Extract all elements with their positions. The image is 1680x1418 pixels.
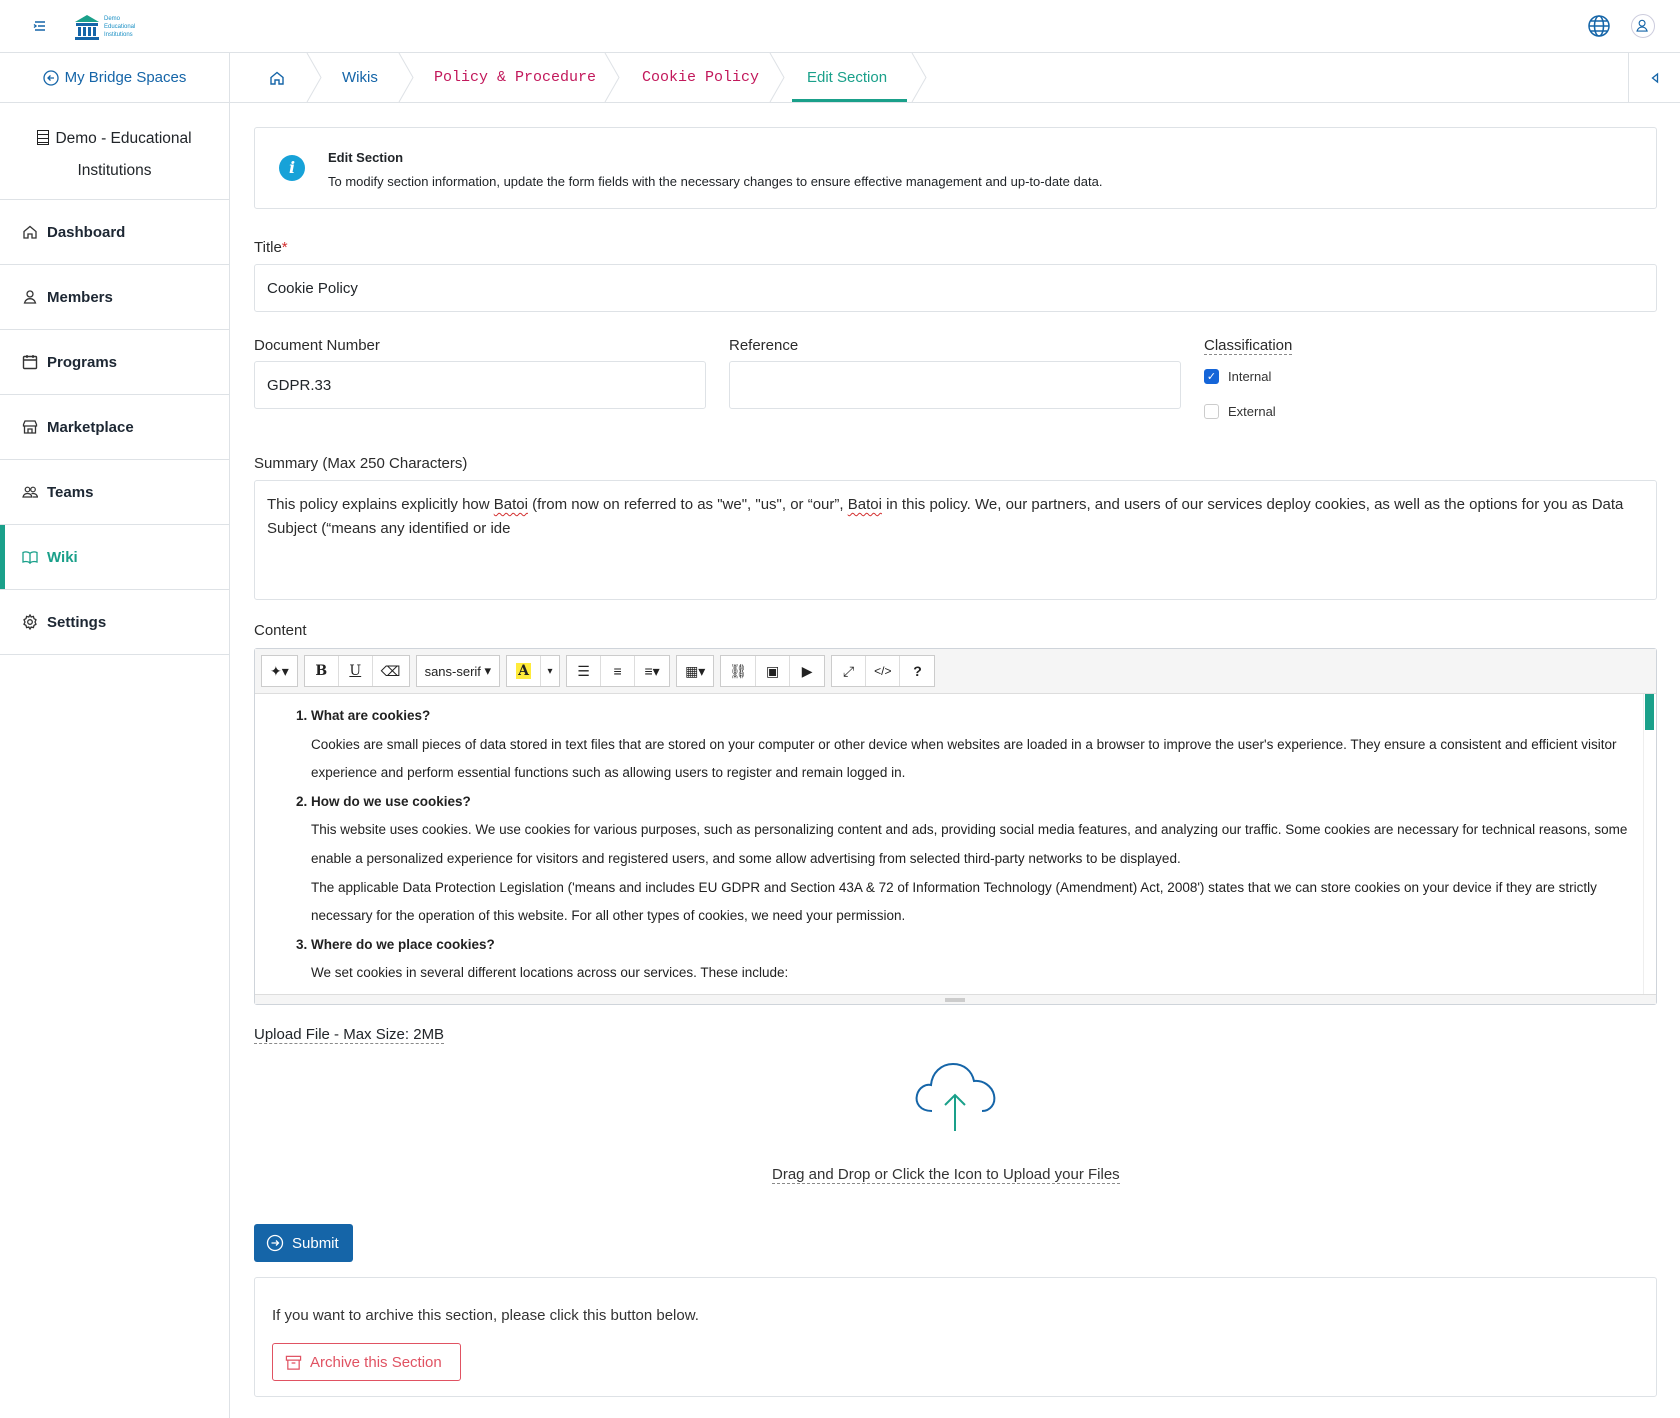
- title-label: Title*: [254, 239, 288, 256]
- breadcrumb-cookie-policy[interactable]: Cookie Policy: [642, 69, 760, 86]
- sidebar-item-label: Settings: [47, 613, 107, 631]
- external-label: External: [1228, 404, 1276, 419]
- top-bar: [0, 0, 1680, 53]
- archive-text: If you want to archive this section, please click this button below.: [272, 1307, 699, 1324]
- list-item: 2. How do we use cookies? This website uses cookies. We use cookies for various purposes, such as personalizing content and ads, providing social media features, and analyzing our traffic. Some cookies are necessary for technical reasons, some enable a personalized experience for visitors and registered users, and some allow advertising from selected third-party networks to be displayed. The applicable Data Protection Legislation ('means and includes EU GDPR and Section 43A & 72 of Information Technology (Amendment) Act, 2008') states that we can store cookies on your device if they are strictly necessary for the operation of this website. For all other types of cookies, we need your permission.: [311, 788, 1642, 931]
- sidebar-item-marketplace[interactable]: [0, 395, 229, 460]
- editor-content[interactable]: [255, 694, 1656, 994]
- cloud-upload-icon[interactable]: [912, 1061, 998, 1133]
- content-label: Content: [254, 622, 307, 639]
- unordered-list-icon[interactable]: ☰: [567, 656, 601, 686]
- link-icon[interactable]: ⛓: [721, 656, 756, 686]
- external-checkbox[interactable]: [1204, 404, 1276, 419]
- breadcrumb: [230, 53, 1680, 103]
- help-icon[interactable]: ?: [913, 663, 922, 679]
- sidebar-item-label: Marketplace: [47, 418, 134, 436]
- my-bridge-spaces-label: My Bridge Spaces: [64, 69, 187, 86]
- image-icon[interactable]: ▣: [756, 656, 790, 686]
- document-number-input[interactable]: GDPR.33: [254, 361, 706, 409]
- gear-icon: [22, 614, 38, 630]
- paragraph-align-icon[interactable]: ≡▾: [644, 662, 660, 679]
- breadcrumb-separator: [911, 53, 927, 102]
- breadcrumb-separator: [306, 53, 322, 102]
- org-name-line2: Institutions: [77, 162, 152, 179]
- org-name-line1: Demo - Educational: [55, 130, 192, 147]
- sidebar-item-teams[interactable]: [0, 460, 229, 525]
- sidebar-item-programs[interactable]: [0, 330, 229, 395]
- sidebar-item-dashboard[interactable]: [0, 200, 229, 265]
- required-asterisk: *: [281, 239, 288, 256]
- breadcrumb-wikis[interactable]: Wikis: [342, 69, 378, 86]
- home-icon: [268, 69, 286, 87]
- building-icon: [37, 130, 49, 145]
- bold-icon[interactable]: B: [305, 656, 339, 686]
- breadcrumb-home[interactable]: [268, 53, 286, 102]
- breadcrumb-separator: [398, 53, 414, 102]
- sidebar: [0, 53, 230, 1418]
- archive-label: Archive this Section: [310, 1353, 442, 1371]
- archive-icon: [285, 1354, 302, 1371]
- active-tab-indicator: [792, 99, 907, 102]
- logo-text: Demo Educational Institutions: [104, 16, 136, 38]
- home-icon: [22, 224, 38, 240]
- sidebar-item-wiki[interactable]: [0, 525, 229, 590]
- checkbox-unchecked-icon: [1204, 404, 1219, 419]
- org-name: [0, 103, 229, 200]
- underline-icon[interactable]: U: [339, 656, 373, 686]
- reference-input[interactable]: [729, 361, 1181, 409]
- submit-label: Submit: [292, 1234, 339, 1252]
- info-icon: i: [279, 155, 305, 181]
- arrow-left-circle-icon: [43, 70, 59, 86]
- logo[interactable]: [72, 10, 135, 44]
- rich-text-editor: [254, 648, 1657, 1005]
- classification-label: Classification: [1204, 337, 1293, 354]
- sidebar-item-label: Teams: [47, 483, 94, 501]
- alert-text: To modify section information, update the form fields with the necessary changes to ensure effective management and up-to-date data.: [328, 174, 1103, 189]
- checkbox-checked-icon: ✓: [1204, 369, 1219, 384]
- sidebar-item-label: Dashboard: [47, 223, 126, 241]
- breadcrumb-separator: [604, 53, 620, 102]
- code-view-icon[interactable]: </>: [866, 656, 900, 686]
- reference-label: Reference: [729, 337, 799, 354]
- list-item: 3. Where do we place cookies? We set cookies in several different locations across our services. These include:: [311, 931, 1642, 988]
- summary-textarea[interactable]: This policy explains explicitly how Batoi (from now on referred to as "we", "us", or “our”, Batoi in this policy. We, our partners, and users of our services deploy cookies, as well as the options for you as Data Subject (“means any identified or ide: [254, 480, 1657, 600]
- submit-button[interactable]: [254, 1224, 353, 1262]
- internal-label: Internal: [1228, 369, 1272, 384]
- upload-label: Upload File - Max Size: 2MB: [254, 1026, 445, 1043]
- text-color-dropdown-icon[interactable]: ▾: [547, 665, 553, 677]
- editor-resize-handle[interactable]: [255, 994, 1656, 1004]
- arrow-right-circle-icon: [266, 1234, 284, 1252]
- editor-toolbar: [255, 649, 1656, 694]
- collapse-panel-button[interactable]: [1628, 53, 1680, 102]
- magic-style-icon[interactable]: ✦▾: [270, 662, 289, 679]
- upload-instruction[interactable]: Drag and Drop or Click the Icon to Upload your Files: [772, 1166, 1120, 1183]
- video-icon[interactable]: ▶: [801, 662, 813, 679]
- font-family-select[interactable]: sans-serif ▾: [424, 663, 492, 679]
- sidebar-item-label: Programs: [47, 353, 118, 371]
- triangle-left-icon: [1649, 72, 1661, 84]
- breadcrumb-separator: [769, 53, 785, 102]
- sidebar-item-label: Members: [47, 288, 113, 306]
- info-alert: [254, 127, 1657, 209]
- archive-panel: [254, 1277, 1657, 1397]
- table-icon[interactable]: ▦▾: [685, 662, 706, 679]
- team-icon: [22, 484, 38, 500]
- list-item: 1. What are cookies? Cookies are small pieces of data stored in text files that are stored on your computer or other device when websites are loaded in a browser to improve the user's experience. They ensure a consistent and efficient visitor experience and perform essential functions such as allowing users to register and remain logged in.: [311, 702, 1642, 788]
- sidebar-item-label: Wiki: [47, 548, 78, 566]
- calendar-icon: [22, 354, 38, 370]
- eraser-icon[interactable]: ⌫: [380, 662, 401, 679]
- store-icon: [22, 419, 38, 435]
- user-icon: [22, 289, 38, 305]
- alert-title: Edit Section: [328, 150, 404, 165]
- text-color-icon[interactable]: A: [507, 656, 541, 686]
- title-input[interactable]: Cookie Policy: [254, 264, 1657, 312]
- fullscreen-icon[interactable]: ⤢: [832, 656, 866, 686]
- breadcrumb-policy-procedure[interactable]: Policy & Procedure: [434, 69, 597, 86]
- book-icon: [22, 549, 38, 565]
- internal-checkbox[interactable]: [1204, 369, 1271, 384]
- menu-toggle-icon[interactable]: [30, 16, 50, 36]
- my-bridge-spaces-link[interactable]: [0, 53, 229, 103]
- institution-icon: [72, 12, 102, 42]
- document-number-label: Document Number: [254, 337, 380, 354]
- user-avatar-icon[interactable]: [1631, 14, 1655, 38]
- breadcrumb-edit-section[interactable]: Edit Section: [807, 69, 888, 86]
- summary-label: Summary (Max 250 Characters): [254, 455, 468, 472]
- archive-button[interactable]: [272, 1343, 461, 1381]
- scrollbar-thumb[interactable]: [1645, 694, 1654, 730]
- editor-scrollbar[interactable]: [1643, 694, 1656, 994]
- globe-icon[interactable]: [1587, 14, 1611, 38]
- ordered-list-icon[interactable]: ≡: [601, 656, 635, 686]
- sidebar-item-members[interactable]: [0, 265, 229, 330]
- sidebar-item-settings[interactable]: [0, 590, 229, 655]
